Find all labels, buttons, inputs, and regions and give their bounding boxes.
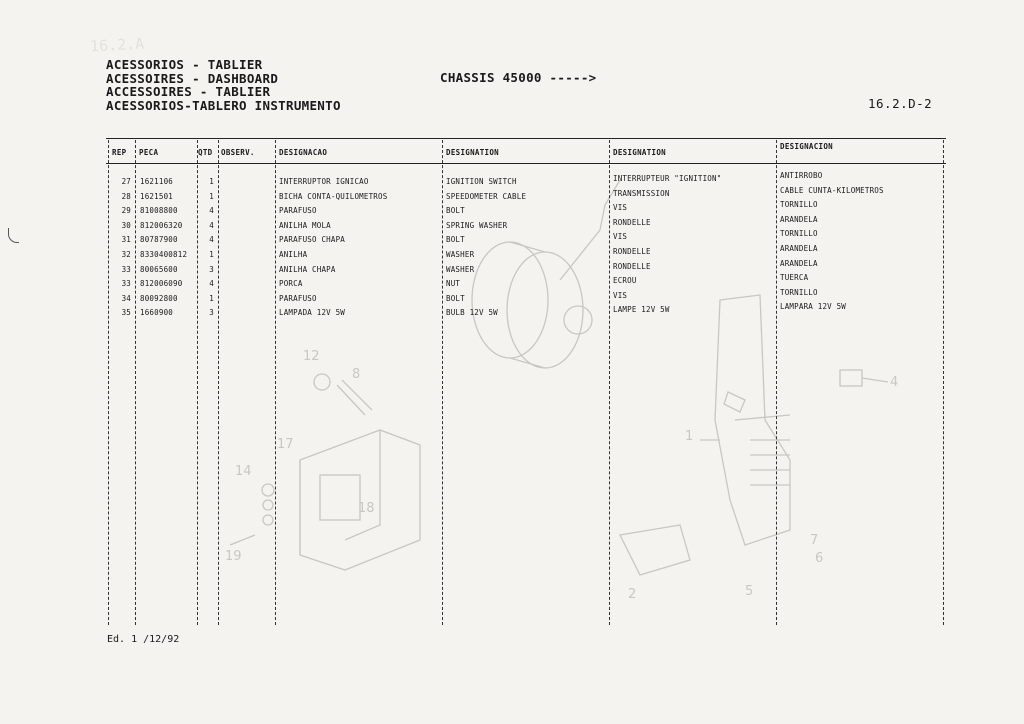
header-qtd: QTD bbox=[198, 148, 213, 157]
cell-designation-fr: VIS bbox=[613, 290, 628, 300]
cell-designation-en: BOLT bbox=[446, 293, 465, 303]
cell-designation-en: BULB 12V 5W bbox=[446, 308, 498, 318]
title-en: ACESSOIRES - DASHBOARD bbox=[106, 70, 279, 86]
col-divider bbox=[776, 140, 777, 625]
drawing-label: 19 bbox=[225, 549, 242, 564]
cell-peca: 812006090 bbox=[140, 279, 183, 289]
title-fr: ACCESSOIRES - TABLIER bbox=[106, 84, 271, 99]
cell-designacion: ARANDELA bbox=[780, 244, 818, 253]
faint-page-ref: 16.2.A bbox=[89, 34, 145, 56]
drawing-label: 6 bbox=[815, 551, 824, 566]
header-rep: REP bbox=[112, 148, 127, 157]
cell-designacao: ANILHA CHAPA bbox=[279, 264, 336, 274]
col-divider bbox=[135, 140, 136, 625]
cell-peca: 812006320 bbox=[140, 220, 183, 230]
cell-designacion: TORNILLO bbox=[780, 200, 818, 210]
cell-qtd: 4 bbox=[209, 220, 214, 230]
cell-designacao: LAMPADA 12V 5W bbox=[279, 308, 346, 318]
drawing-label: 12 bbox=[303, 349, 320, 364]
cell-qtd: 1 bbox=[209, 250, 214, 259]
cell-rep: 35 bbox=[121, 308, 131, 318]
cell-designation-en: BOLT bbox=[446, 206, 465, 216]
table-top-rule bbox=[106, 138, 946, 139]
cell-designation-fr: RONDELLE bbox=[613, 217, 651, 227]
cell-designation-fr: INTERRUPTEUR "IGNITION" bbox=[613, 174, 722, 183]
cell-rep: 30 bbox=[121, 220, 131, 230]
margin-mark bbox=[8, 228, 19, 243]
drawing-label: 14 bbox=[235, 464, 252, 479]
cell-designacao: ANILHA MOLA bbox=[279, 220, 331, 230]
cell-peca: 1660900 bbox=[140, 308, 174, 318]
cell-peca: 80065600 bbox=[140, 264, 178, 274]
cell-peca: 80092800 bbox=[140, 293, 178, 303]
drawing-label: 18 bbox=[358, 501, 375, 516]
cell-designacao: BICHA CONTA-QUILOMETROS bbox=[279, 191, 388, 201]
cell-designacion: TORNILLO bbox=[780, 229, 818, 239]
cell-designation-en: IGNITION SWITCH bbox=[446, 177, 517, 186]
edition-date: Ed. 1 /12/92 bbox=[107, 634, 180, 645]
chassis-label: CHASSIS 45000 -----> bbox=[440, 70, 597, 85]
header-designacion: DESIGNACION bbox=[780, 142, 833, 151]
cell-designacion: CABLE CUNTA-KILOMETROS bbox=[780, 185, 884, 195]
cell-peca: 1621501 bbox=[140, 191, 174, 201]
col-divider bbox=[197, 140, 198, 625]
cell-designacion: TUERCA bbox=[780, 273, 809, 283]
cell-rep: 34 bbox=[121, 293, 131, 303]
header-peca: PECA bbox=[139, 148, 159, 157]
cell-rep: 33 bbox=[121, 279, 131, 289]
cell-rep: 33 bbox=[121, 264, 131, 274]
cell-qtd: 3 bbox=[209, 308, 214, 318]
drawing-label: 2 bbox=[628, 587, 637, 602]
cell-designacao: INTERRUPTOR IGNICAO bbox=[279, 177, 369, 186]
cell-peca: 8330400812 bbox=[140, 250, 188, 259]
drawing-label: 7 bbox=[810, 533, 819, 548]
drawing-label: 1 bbox=[685, 429, 694, 444]
cell-designacao: ANILHA bbox=[279, 250, 308, 259]
cell-qtd: 4 bbox=[209, 279, 214, 289]
header-designation-fr: DESIGNATION bbox=[613, 148, 666, 157]
cell-designacion: LAMPARA 12V 5W bbox=[780, 302, 847, 312]
header-designacao: DESIGNACAO bbox=[279, 148, 328, 157]
cell-qtd: 3 bbox=[209, 264, 214, 274]
cell-qtd: 1 bbox=[209, 191, 214, 201]
cell-rep: 32 bbox=[121, 250, 131, 259]
title-pt: ACESSORIOS - TABLIER bbox=[106, 57, 263, 72]
cell-rep: 28 bbox=[121, 191, 131, 201]
cell-designation-fr: RONDELLE bbox=[613, 247, 651, 256]
cell-designation-en: BOLT bbox=[446, 235, 465, 245]
col-divider bbox=[442, 140, 443, 625]
cell-designacao: PARAFUSO CHAPA bbox=[279, 235, 346, 245]
cell-designation-en: WASHER bbox=[446, 250, 475, 259]
cell-designation-fr: VIS bbox=[613, 203, 628, 213]
table-header-rule bbox=[106, 163, 946, 164]
cell-designacion: ANTIRROBO bbox=[780, 171, 823, 180]
cell-designation-fr: TRANSMISSION bbox=[613, 188, 670, 198]
col-divider bbox=[218, 140, 219, 625]
cell-qtd: 4 bbox=[209, 206, 214, 216]
cell-peca: 1621106 bbox=[140, 177, 174, 186]
cell-designacao: PARAFUSO bbox=[279, 206, 317, 216]
col-divider bbox=[275, 140, 276, 625]
col-divider bbox=[108, 140, 109, 625]
cell-designacion: ARANDELA bbox=[780, 214, 818, 224]
cell-rep: 29 bbox=[121, 206, 131, 216]
header-designation-en: DESIGNATION bbox=[446, 148, 499, 157]
cell-qtd: 4 bbox=[209, 235, 214, 245]
header-observ: OBSERV. bbox=[221, 148, 255, 157]
title-es: ACESSORIOS-TABLERO INSTRUMENTO bbox=[106, 97, 341, 113]
cell-designation-fr: LAMPE 12V 5W bbox=[613, 305, 670, 315]
drawing-label: 4 bbox=[890, 375, 899, 390]
cell-designacion: TORNILLO bbox=[780, 287, 818, 297]
cell-designacao: PARAFUSO bbox=[279, 293, 317, 303]
page-reference: 16.2.D-2 bbox=[868, 96, 933, 111]
drawing-label: 5 bbox=[745, 584, 754, 599]
col-divider bbox=[609, 140, 610, 625]
cell-peca: 80787900 bbox=[140, 235, 178, 245]
drawing-label: 8 bbox=[352, 367, 361, 382]
drawing-label: 17 bbox=[277, 437, 294, 452]
cell-designation-en: SPEEDOMETER CABLE bbox=[446, 191, 527, 201]
cell-designation-fr: RONDELLE bbox=[613, 261, 651, 271]
cell-designation-en: NUT bbox=[446, 279, 461, 289]
cell-qtd: 1 bbox=[209, 177, 214, 186]
cell-designation-fr: VIS bbox=[613, 232, 628, 242]
title-block bbox=[106, 58, 341, 112]
cell-designacao: PORCA bbox=[279, 279, 303, 289]
cell-rep: 27 bbox=[121, 177, 131, 186]
cell-rep: 31 bbox=[121, 235, 131, 245]
cell-designation-en: SPRING WASHER bbox=[446, 220, 508, 230]
cell-peca: 81008800 bbox=[140, 206, 178, 216]
col-divider bbox=[943, 140, 944, 625]
cell-qtd: 1 bbox=[209, 293, 214, 303]
cell-designation-fr: ECROU bbox=[613, 276, 637, 286]
cell-designacion: ARANDELA bbox=[780, 258, 818, 268]
cell-designation-en: WASHER bbox=[446, 264, 475, 274]
